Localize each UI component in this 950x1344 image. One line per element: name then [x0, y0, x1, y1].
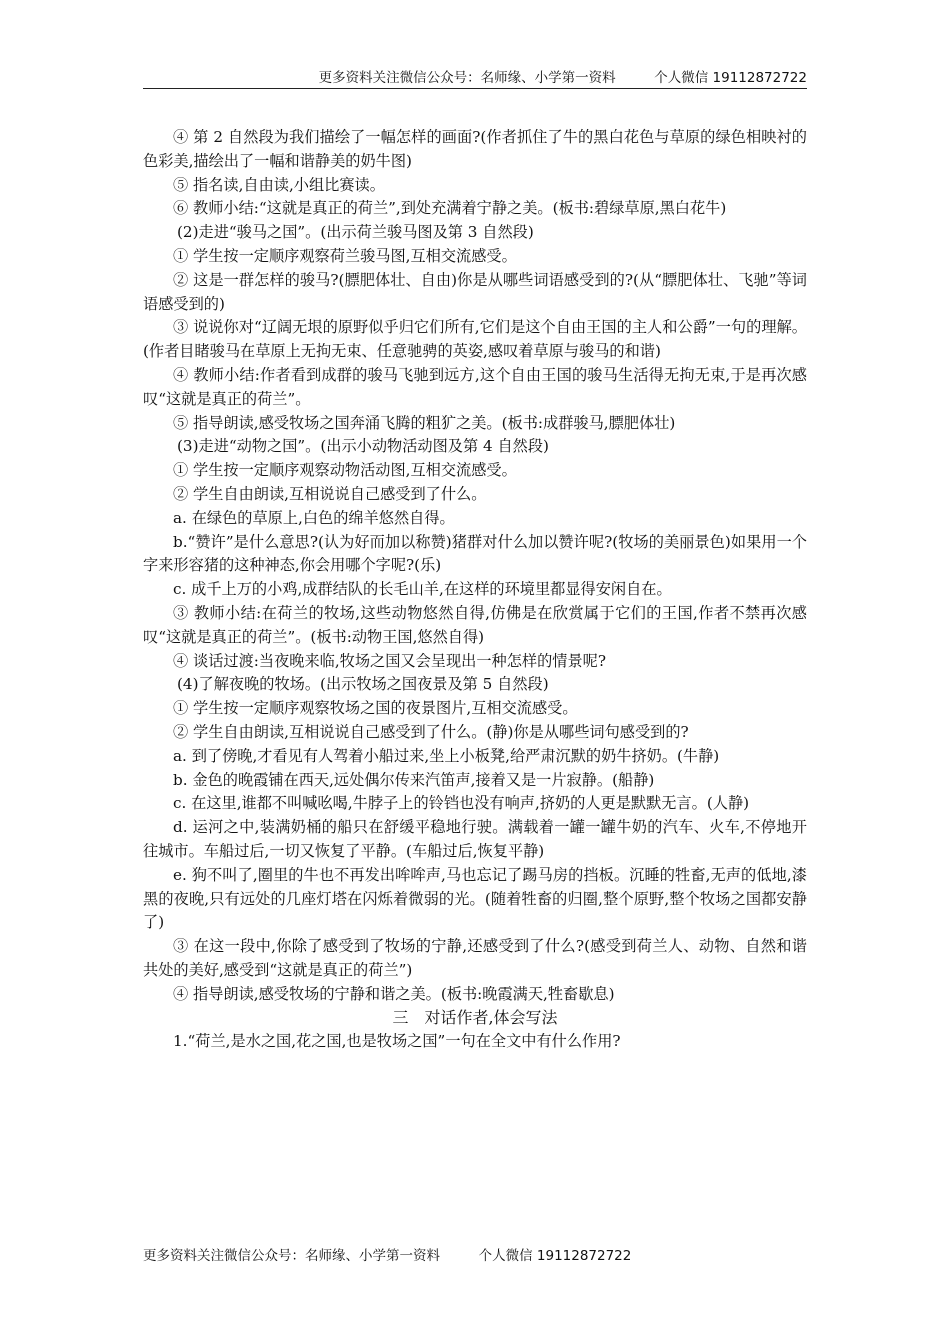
paragraph: ① 学生按一定顺序观察荷兰骏马图,互相交流感受。 — [173, 246, 517, 265]
header-contact-text: 个人微信 19112872722 — [654, 70, 807, 86]
subsection-heading: (3)走进“动物之国”。(出示小动物活动图及第 4 自然段) — [177, 437, 549, 456]
paragraph: ① 学生按一定顺序观察动物活动图,互相交流感受。 — [173, 461, 517, 480]
paragraph: ⑥ 教师小结:“这就是真正的荷兰”,到处充满着宁静之美。(板书:碧绿草原,黑白花牛) — [173, 199, 727, 218]
list-item: a. 到了傍晚,才看见有人驾着小船过来,坐上小板凳,给严肃沉默的奶牛挤奶。(牛静) — [173, 746, 720, 765]
paragraph: ③ 说说你对“辽阔无垠的原野似乎归它们所有,它们是这个自由王国的主人和公爵”一句的理解。(作者目睹骏马在草原上无拘无束、任意驰骋的英姿,感叹着草原与骏马的和谐) — [143, 318, 807, 361]
paragraph: ② 学生自由朗读,互相说说自己感受到了什么。(静)你是从哪些词句感受到的? — [173, 722, 689, 741]
paragraph: ④ 教师小结:作者看到成群的骏马飞驰到远方,这个自由王国的骏马生活得无拘无束,于是再次感叹“这就是真正的荷兰”。 — [143, 365, 807, 408]
list-item: a. 在绿色的草原上,白色的绵羊悠然自得。 — [173, 508, 455, 527]
subsection-heading: (2)走进“骏马之国”。(出示荷兰骏马图及第 3 自然段) — [177, 223, 534, 242]
paragraph: ④ 谈话过渡:当夜晚来临,牧场之国又会呈现出一种怎样的情景呢? — [173, 651, 606, 670]
page-footer — [143, 1244, 631, 1264]
section-heading: 三 对话作者,体会写法 — [392, 1008, 558, 1028]
document-body — [143, 126, 807, 1054]
list-item: b. 金色的晚霞铺在西天,远处偶尔传来汽笛声,接着又是一片寂静。(船静) — [173, 770, 655, 789]
paragraph: ④ 第 2 自然段为我们描绘了一幅怎样的画面?(作者抓住了牛的黑白花色与草原的绿色相映衬的色彩美,描绘出了一幅和谐静美的奶牛图) — [143, 128, 807, 170]
page-header — [143, 66, 807, 89]
list-item: b.“赞许”是什么意思?(认为好而加以称赞)猪群对什么加以赞许呢?(牧场的美丽景色)如果用一个字来形容猪的这种神态,你会用哪个字呢?(乐) — [143, 532, 807, 575]
paragraph: ② 这是一群怎样的骏马?(膘肥体壮、自由)你是从哪些词语感受到的?(从“膘肥体壮、飞驰”等词语感受到的) — [143, 270, 807, 313]
list-item: c. 成千上万的小鸡,成群结队的长毛山羊,在这样的环境里都显得安闲自在。 — [173, 580, 672, 599]
paragraph: ② 学生自由朗读,互相说说自己感受到了什么。 — [173, 484, 487, 503]
paragraph: ⑤ 指名读,自由读,小组比赛读。 — [173, 175, 385, 194]
paragraph: ③ 教师小结:在荷兰的牧场,这些动物悠然自得,仿佛是在欣赏属于它们的王国,作者不禁再次感叹“这就是真正的荷兰”。(板书:动物王国,悠然自得) — [143, 603, 807, 646]
list-item: e. 狗不叫了,圈里的牛也不再发出哞哞声,马也忘记了踢马房的挡板。沉睡的牲畜,无声的低地,漆黑的夜晚,只有远处的几座灯塔在闪烁着微弱的光。(随着牲畜的归圈,整个原野,整个牧场之国都安静了) — [143, 865, 807, 932]
footer-contact-text: 个人微信 19112872722 — [478, 1248, 632, 1264]
paragraph: ① 学生按一定顺序观察牧场之国的夜景图片,互相交流感受。 — [173, 699, 578, 718]
footer-promo-text: 更多资料关注微信公众号：名师缘、小学第一资料 — [143, 1248, 440, 1264]
subsection-heading: (4)了解夜晚的牧场。(出示牧场之国夜景及第 5 自然段) — [177, 675, 549, 694]
question-paragraph: 1.“荷兰,是水之国,花之国,也是牧场之国”一句在全文中有什么作用? — [173, 1032, 621, 1051]
list-item: d. 运河之中,装满奶桶的船只在舒缓平稳地行驶。满载着一罐一罐牛奶的汽车、火车,不停地开往城市。车船过后,一切又恢复了平静。(车船过后,恢复平静) — [143, 818, 807, 860]
paragraph: ⑤ 指导朗读,感受牧场之国奔涌飞腾的粗犷之美。(板书:成群骏马,膘肥体壮) — [173, 413, 676, 432]
paragraph: ③ 在这一段中,你除了感受到了牧场的宁静,还感受到了什么?(感受到荷兰人、动物、自然和谐共处的美好,感受到“这就是真正的荷兰”) — [143, 937, 807, 979]
header-promo-text: 更多资料关注微信公众号：名师缘、小学第一资料 — [318, 70, 616, 86]
list-item: c. 在这里,谁都不叫喊吆喝,牛脖子上的铃铛也没有响声,挤奶的人更是默默无言。(人静) — [173, 794, 750, 813]
paragraph: ④ 指导朗读,感受牧场的宁静和谐之美。(板书:晚霞满天,牲畜歇息) — [173, 984, 615, 1003]
